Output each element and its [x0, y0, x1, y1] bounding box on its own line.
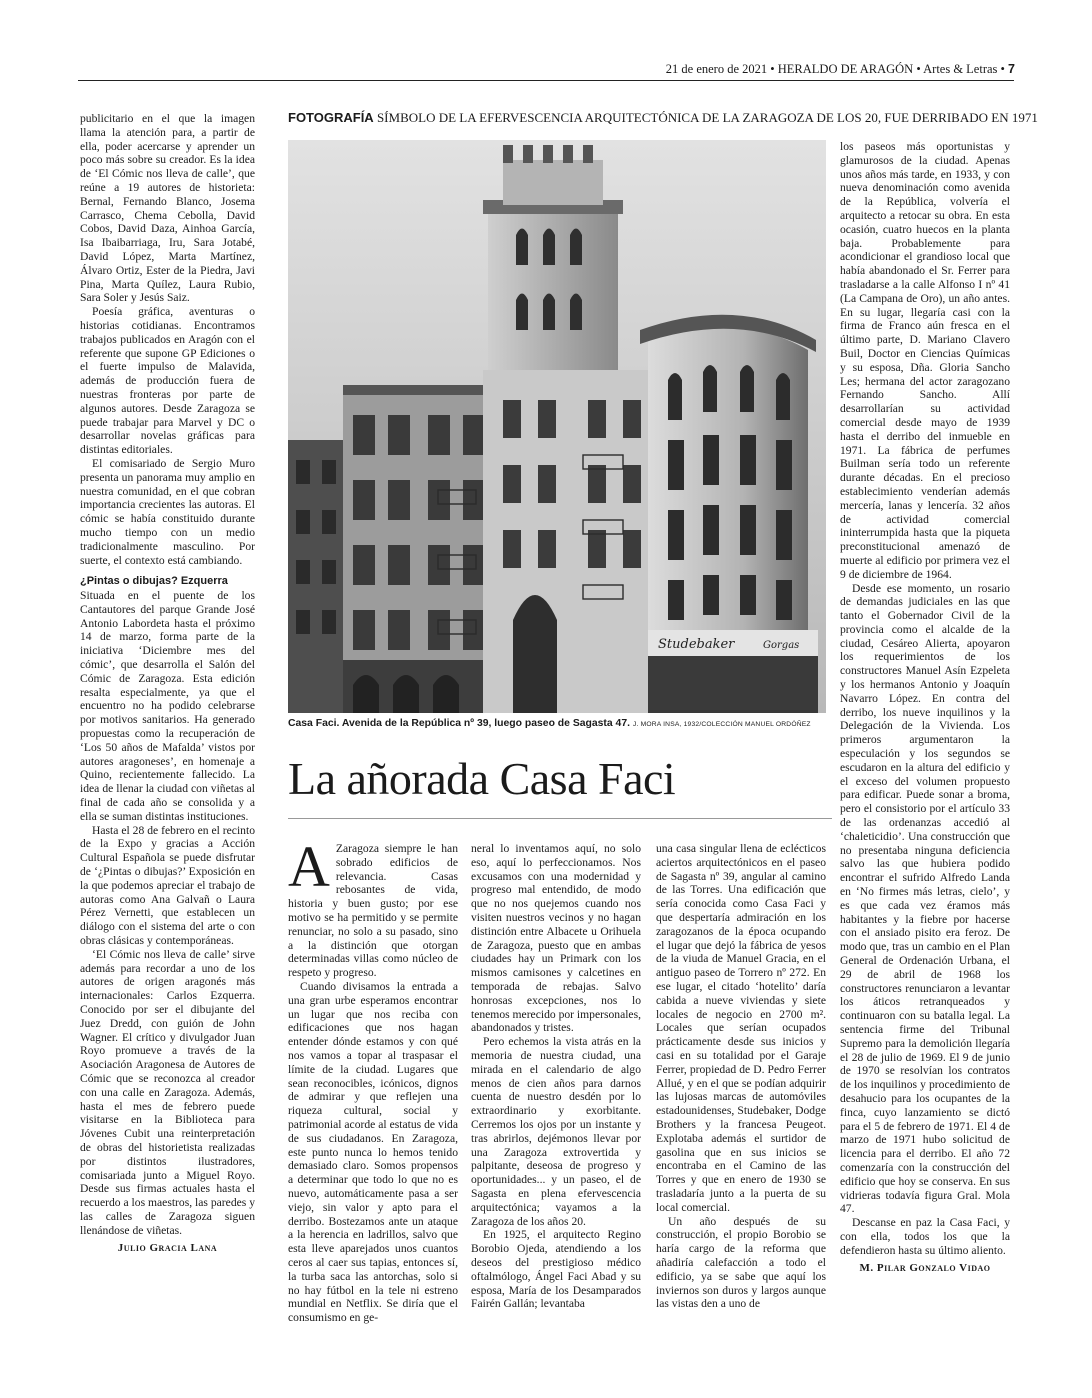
- left-paragraph: El comisariado de Sergio Muro presenta un panorama muy amplio en nuestra comunidad, en el que cobran importancia crecientes las autoras. El cómic se había constituido durante mucho tiempo con un medio tradicionalmente masculino. Por suerte, el contexto está cambiando.: [80, 456, 255, 567]
- main-paragraph: los paseos más oportunistas y glamurosos de la ciudad. Apenas unos años más tarde, en 1933, y con nueva denominación como avenida de la República, volvería el arquitecto a retocar su obra. En esta ocasión, cuatro huecos en la planta baja. Probablemente para acondicionar el grandioso local que había abandonado el Sr. Ferrer para trasladarse a la calle Alfonso I nº 41 (La Campana de Oro), un año antes. En su lugar, llegaría casi con la firma de Franco aún fresca en el último parte, D. Mariano Clavero Buil, Doctor en Ciencias Químicas y su esposa, Dña. Gloria Sancho Les; hermana del actor zaragozano Fernando Sancho. Allí desarrollarían su actividad comercial desde mayo de 1939 hasta el derribo del inmueble en 1971. La fábrica de perfumes Builman sería todo un referente durante décadas. En el precioso establecimiento venderían además mercería, lanas y lencería. 32 años de actividad comercial ininterrumpida hasta que la piqueta preconstitucional amenazó de muerte al edificio por primera vez el 9 de diciembre de 1964.: [840, 140, 1010, 581]
- main-paragraph: Un año después de su construcción, el propio Borobio se haría cargo de la reforma que añadiría calefacción a todo el edificio, ya se sabe que aquí los inviernos son duros y largos aunque las vistas den a uno de: [656, 1214, 826, 1311]
- headline: La añorada Casa Faci: [288, 753, 676, 804]
- header-date: 21 de enero de 2021: [665, 62, 768, 76]
- photo-caption: [288, 718, 833, 729]
- drop-cap: A: [288, 834, 330, 899]
- main-article-column-4: [840, 140, 1010, 1275]
- caption-credit: J. MORA INSA, 1932/COLECCIÓN MANUEL ORDÓÑEZ: [632, 721, 811, 728]
- main-paragraph: neral lo inventamos aquí, no solo eso, aquí lo perfeccionamos. Nos excusamos con una modernidad y progreso mal entendido, de modo que no nos quejemos cuando nos visiten nuestros vecinos y no hagan distinción entre Albacete u Orihuela de Zaragoza, puesto que en ambas ciudades hay un Primark con los mismos camisones y calcetines en temporada de rebajas. Salvo honrosas excepciones, nos lo tenemos merecido por impersonales, abandonados y tristes.: [471, 842, 641, 1035]
- main-paragraph: Cuando divisamos la entrada a una gran urbe esperamos encontrar un lugar que nos reciba con edificaciones que nos hagan entender dónde estamos y con qué nos vamos a topar al traspasar el límite de la ciudad. Lugares que sean reconocibles, icónicos, dignos de admirar y que reflejen una riqueza cultural, social y patrimonial acorde al estatus de vida de sus ciudadanos. En Zaragoza, este punto nunca lo hemos tenido demasiado claro. Somos propensos a determinar que todo lo que no es nuevo, automáticamente pasa a ser viejo, sin valor y apto para el derribo. Bostezamos ante un ataque a la herencia en ladrillos, salvo que esta lleve aparejados unos cuantos ceros al caer sus tapias, entonces sí, la turba saca las antorchas, solo si no hay fútbol en la tele ni estreno mundial en Netflix. Se diría que el consumismo en ge-: [288, 979, 458, 1325]
- left-subhead: ¿Pintas o dibujas? Ezquerra: [80, 575, 228, 588]
- main-paragraph: En 1925, el arquitecto Regino Borobio Ojeda, atendiendo a los deseos del prestigioso médico oftalmólogo, Ángel Faci Abad y su esposa, María de los Desamparados Fairén Gallán; levantaba: [471, 1228, 641, 1311]
- kicker-label: FOTOGRAFÍA: [288, 110, 374, 125]
- left-paragraph: Situada en el puente de los Cantautores del parque Grande José Antonio Labordeta hasta el próximo 14 de marzo, forma parte de la iniciativa ‘Diciembre mes del cómic’, que desarrolla el Salón del Cómic de Zaragoza. Esta edición resalta especialmente, ya que el encuentro no ha podido celebrarse por motivos sanitarios. Ha generado propuestas como la recuperación de ‘Los 50 años de Mafalda’ vistos por autores aragoneses’, en homenaje a Quino, recientemente fallecido. La idea de llenar la ciudad con viñetas al final de cada año se consolida y a ella se suman distintas instituciones.: [80, 589, 255, 823]
- main-paragraph: una casa singular llena de eclécticos aciertos arquitectónicos en el paseo de Sagasta nº 39, angular al camino de las Torres. Una edificación que sería conocida como Casa Faci y que despertaría admiración en los zaragozanos de la época ocupando el lugar que dejó la fábrica de yesos de la viuda de Manuel Gracia, en el antiguo paseo de Torrero nº 272. En ese lugar, el citado ‘hotelito’ daría cabida a nueve viviendas y siete locales de negocio en 2700 m². Locales que serían ocupados prácticamente desde sus inicios y casi en su totalidad por el Garaje Ferrer, propiedad de D. Pedro Ferrer Allué, y en el que se podían adquirir las lujosas marcas de automóviles estadounidenses, Studebaker, Dodge Brothers y la francesa Peugeot. Explotaba además el surtidor de gasolina que en sus inicios se encontraba en el Camino de las Torres y que en enero de 1930 se trasladaría junto a la puerta de su local comercial.: [656, 842, 826, 1214]
- main-article-column-3: [656, 842, 826, 1311]
- header-rule: [78, 80, 1014, 81]
- main-paragraph: [288, 834, 458, 980]
- main-paragraph: Pero echemos la vista atrás en la memoria de nuestra ciudad, una mirada en el calendario de algo menos de cien años para darnos cuenta de nuestro desdén por lo extraordinario y exorbitante. Cerremos los ojos por un instante y tras abrirlos, dejémonos llevar por una Zaragoza extrovertida y palpitante, deseosa de progreso y oportunidades... y un paseo, el de Sagasta en plena efervescencia arquitectónica; vayamos a la Zaragoza de los años 20.: [471, 1035, 641, 1228]
- main-article-column-1: [288, 834, 458, 1325]
- main-paragraph-text: Zaragoza siempre le han sobrado edificios de relevancia. Casas rebosantes de vida, historia y buen gusto; por ese motivo se ha permitido y se permite renunciar, no solo a su pasado, sino a la distinción que otorgan determinadas villas como núcleo de respeto y progreso.: [288, 842, 458, 980]
- left-paragraph: Poesía gráfica, aventuras o historias cotidianas. Encontramos trabajos publicados en Aragón con el referente que supone GP Ediciones o el fuerte impulso de Malavida, además de producción fuera de nuestras fronteras por parte de algunos autores. Desde Zaragoza se puede trabajar para Marvel y DC o desarrollar novelas gráficas para distintas editoriales.: [80, 305, 255, 457]
- section-kicker: [288, 110, 1038, 126]
- left-paragraph: ‘El Cómic nos lleva de calle’ sirve además para recordar a uno de los autores de origen aragonés más internacionales: Carlos Ezquerra. Conocido por ser el dibujante del Juez Dredd, con guión de John Wagner. El crítico y divulgador Juan Royo promueve a través de la Asociación Aragonesa de Autores de Cómic que se reconozca al creador con una calle en Zaragoza. Además, hasta el mes de febrero puede visitarse en la Biblioteca para Jóvenes Cubit una reinterpretación de obras del historietista realizadas por distintos ilustradores, comisariada junto a Miguel Royo. Desde sus firmas actuales hasta el recuerdo a los maestros, las paredes y las calles de Zaragoza siguen llenándose de viñetas.: [80, 947, 255, 1237]
- left-article: [80, 112, 255, 1255]
- main-paragraph: Descanse en paz la Casa Faci, y con ella, todos los que la defendieron hasta su último aliento.: [840, 1216, 1010, 1257]
- left-byline: Julio Gracia Lana: [117, 1241, 218, 1254]
- headline-rule: [288, 818, 832, 819]
- left-paragraph: Hasta el 28 de febrero en el recinto de la Expo y gracias a Acción Cultural Española se puede disfrutar de ‘¿Pintas o dibujas?’ Exposición en la que podemos apreciar el trabajo de autoras como Ana Galvañ o Laura Pérez Vernetti, que establecen un diálogo con el sistema del arte o con obras clásicas y contemporáneas.: [80, 823, 255, 948]
- left-paragraph: publicitario en el que la imagen llama la atención para, a partir de ella, poder acercarse y aprender un poco más sobre su creador. Es la idea de ‘El Cómic nos lleva de calle’, que reúne a 19 autores de historieta: Bernal, Fernando Blanco, Josema Carrasco, Chema Cebolla, David Cobos, David Daza, Ainhoa García, Isa Ibaibarriaga, Iru, Sara Jotabé, David López, Marta Martínez, Álvaro Ortiz, Ester de la Piedra, Javi Pina, Marta Quílez, Laura Rubio, Sara Soler y Jesús Saiz.: [80, 112, 255, 305]
- photo-sign-studebaker: Studebaker: [658, 637, 735, 652]
- kicker-text: SÍMBOLO DE LA EFERVESCENCIA ARQUITECTÓNICA DE LA ZARAGOZA DE LOS 20, FUE DERRIBADO EN 1971: [376, 110, 1038, 125]
- header-paper: HERALDO DE ARAGÓN: [777, 62, 914, 76]
- main-byline: M. Pilar Gonzalo Vidao: [859, 1261, 991, 1274]
- header-section: Artes & Letras: [923, 62, 998, 76]
- main-article-column-2: [471, 842, 641, 1311]
- main-paragraph: Desde ese momento, un rosario de demandas judiciales en las que tanto el Gobernador Civil de la provincia como el alcalde de la ciudad, Cesáreo Alierta, apoyaron los requerimientos de los constructores Manuel Asín Ezpeleta y los hermanos Antonio y Joaquín Navarro López. En contra del derribo, los nueve inquilinos y la Delegación de la Vivienda. Los primeros argumentaron la especulación y los segundos se escudaron en la altura del edificio y el exceso del volumen propuesto para edificar. Puede sonar a broma, pero el consistorio por el artículo 33 de las ordenanzas accedió al ‘chaleticidio’. Una construcción que no presentaba ninguna deficiencia salvo las que hubiera podido encontrar el sufrido Alfredo Landa en ‘No firmes más letras, cielo’, y es que cada vez éramos más habitantes y la fiebre por hacerse con el ansiado pisito era feroz. De modo que, tras un cambio en el Plan General de Ordenación Urbana, el 29 de abril de 1968 los constructores renunciaron a levantar los áticos retranqueados y continuaron con su batalla legal. La sentencia firme del Tribunal Supremo para la demolición llegaría el 28 de julio de 1969. El 9 de junio de 1970 se resolvían los contratos de los inquilinos y procedimiento de desahucio para los ocupantes de la finca, cuyo lanzamiento se dictó para el 5 de febrero de 1971. El 4 de marzo de 1971 hubo solicitud de licencia para el derribo. El año 72 comenzaría con la construcción del edificio que hoy se conserva. En sus vidrieras todavía figura Gral. Mola 47.: [840, 581, 1010, 1216]
- building-photo: [288, 140, 826, 713]
- page-header: 21 de enero de 2021 • HERALDO DE ARAGÓN • Artes & Letras • 7: [665, 62, 1015, 76]
- photo-sign-gorgas: Gorgas: [763, 640, 800, 651]
- page-number: 7: [1008, 62, 1015, 76]
- caption-text: Casa Faci. Avenida de la República nº 39, luego paseo de Sagasta 47.: [288, 718, 631, 729]
